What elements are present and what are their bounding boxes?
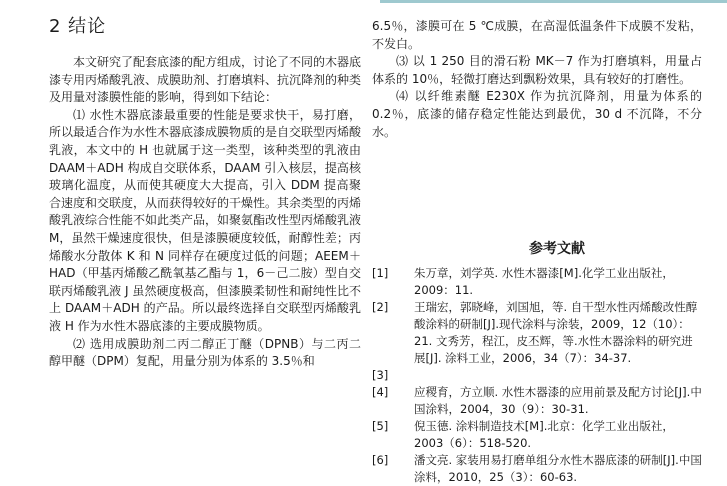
- conclusion-2-paragraph: ⑵ 选用成膜助剂二丙二醇正丁醚（DPNB）与二丙二醇甲醚（DPM）复配，用量分别为体系的 3.5％和: [49, 336, 361, 369]
- reference-number: [2]: [372, 299, 389, 314]
- reference-item: [372, 367, 702, 384]
- conclusion-3-paragraph: ⑶ 以 1 250 目的滑石粉 MK－7 作为打磨填料，用量占体系的 10％，轻微打磨达到飘粉效果，具有较好的打磨性。: [372, 54, 702, 86]
- reference-number: [5]: [372, 418, 389, 433]
- reference-text: 应稷育，方立顺. 水性木器漆的应用前景及配方讨论[J].中国涂料，2004，30（9）：30-31.: [414, 384, 702, 416]
- reference-number: [3]: [372, 367, 389, 382]
- reference-text: 倪玉德. 涂料制造技术[M].北京：化学工业出版社，2003（6）：518-520.: [414, 418, 674, 450]
- right-column: [372, 18, 702, 486]
- reference-text: [414, 367, 702, 384]
- reference-item: [372, 299, 702, 367]
- left-column: [49, 14, 361, 371]
- reference-text: 朱万章，刘学英. 水性木器漆[M].化学工业出版社，2009：11.: [414, 265, 674, 297]
- reference-item: [372, 418, 702, 452]
- top-rule: [380, 0, 727, 3]
- intro-paragraph: 本文研究了配套底漆的配方组成，讨论了不同的木器底漆专用丙烯酸乳液、成膜助剂、打磨填料、抗沉降剂的种类及用量对漆膜性能的影响，得到如下结论：: [49, 55, 362, 105]
- references-list: [372, 265, 702, 486]
- reference-item: [372, 265, 702, 299]
- reference-number: [4]: [372, 384, 389, 399]
- reference-item: [372, 384, 702, 418]
- reference-item: [372, 452, 702, 486]
- conclusion-4-paragraph: ⑷ 以纤维素醚 E230X 作为抗沉降剂，用量为体系的 0.2％，底漆的储存稳定性能达到最优，30 d 不沉降，不分水。: [372, 89, 702, 139]
- conclusion-1-paragraph: ⑴ 水性木器底漆最重要的性能是要求快干，易打磨，所以最适合作为水性木器底漆成膜物质的是自交联型丙烯酸乳液，本文中的 H 也就属于这一类型，该种类型的乳液由 DAAM＋ADH 构成自交联体系，DAAM 引入核层，提高核玻璃化温度，从而使其硬度大大提高，引入 DDM 提高聚合速度和交联度，从而获得较好的干燥性。其余类型的丙烯酸乳液综合性能不如此类产品，如聚氨酯改性型丙烯酸乳液 M，虽然干燥速度很快，但是漆膜硬度较低，耐醇性差；丙烯酸水分散体 K 和 N 同样存在硬度过低的问题；AEEM＋HAD（甲基丙烯酸乙酰氧基乙酯与 1，6－己二胺）型自交联丙烯酸乳液 J 虽然硬度极高，但漆膜柔韧性和耐纯性比不上 DAAM＋ADH 的产品。所以最终选择自交联型丙烯酸乳液 H 作为水性木器底漆的主要成膜物质。: [49, 107, 362, 333]
- conclusion-2-continued: 6.5％，漆膜可在 5 ℃成膜，在高湿低温条件下成膜不发粘，不发白。: [372, 19, 702, 51]
- reference-number: [1]: [372, 265, 389, 280]
- reference-number: [6]: [372, 452, 389, 467]
- references-title: 参考文献: [529, 241, 585, 258]
- reference-text: 潘文亮. 家装用易打磨单组分水性木器底漆的研制[J].中国涂料，2010，25（3）：60-63.: [414, 452, 702, 484]
- reference-text: 王瑞宏，郭晓峰，刘国旭，等. 自干型水性丙烯酸改性醇酸涂料的研制[J].现代涂料与涂装，2009，12（10）：21. 文秀芳，程江，皮丕辉，等.水性木器涂料的研究进展[J]. 涂料工业，2006，34（7）：34-37.: [414, 299, 698, 365]
- section-heading: 2 结论: [49, 16, 107, 37]
